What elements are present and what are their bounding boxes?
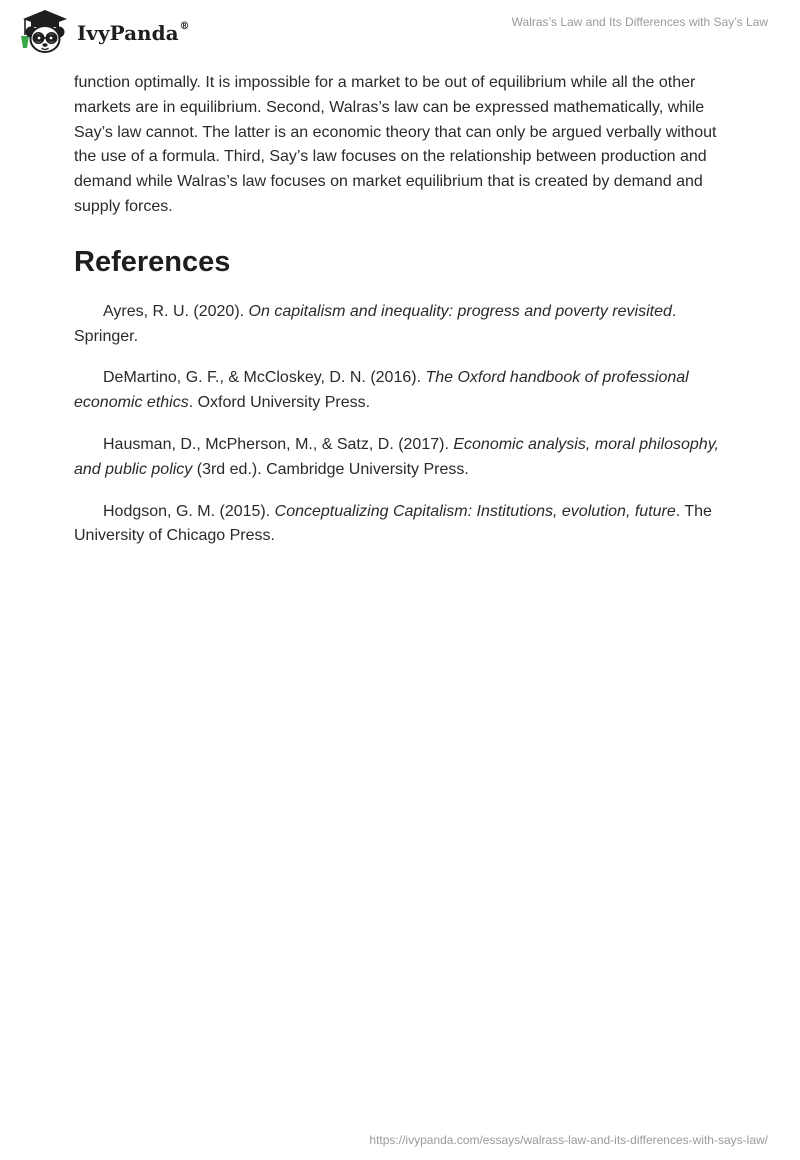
body-paragraph: function optimally. It is impossible for a market to be out of equilibrium while all the other markets are in equilibrium. Second, Walras’s law can be expressed mathematically, while Say’s law cannot. The latter is an economic theory that can only be argued verbally without the use of a formula. Third, Say’s law focuses on the relationship between production and demand while Walras’s law focuses on market equilibrium that is created by demand and supply forces. <box>74 74 717 215</box>
reference-item: Ayres, R. U. (2020). On capitalism and inequality: progress and poverty revisited. Springer. <box>74 302 677 345</box>
reference-title: Conceptualizing Capitalism: Institutions, evolution, future <box>274 502 676 520</box>
references-heading: References <box>74 245 231 278</box>
essay-content <box>74 71 734 566</box>
reference-title: Economic analysis, moral philosophy, and public policy <box>74 435 719 478</box>
reference-title: On capitalism and inequality: progress and poverty revisited <box>248 302 672 320</box>
brand-name: IvyPanda® <box>77 21 190 45</box>
registered-mark: ® <box>179 21 190 33</box>
panda-graduate-icon <box>15 8 75 56</box>
page-header <box>0 0 800 70</box>
source-url-link[interactable]: https://ivypanda.com/essays/walrass-law-and-its-differences-with-says-law/ <box>369 1133 768 1147</box>
references-list <box>74 300 734 549</box>
reference-item: DeMartino, G. F., & McCloskey, D. N. (2016). The Oxford handbook of professional economic ethics. Oxford University Press. <box>74 369 689 412</box>
running-title: Walras’s Law and Its Differences with Say’s Law <box>511 15 768 29</box>
reference-item: Hausman, D., McPherson, M., & Satz, D. (2017). Economic analysis, moral philosophy, and public policy (3rd ed.). Cambridge University Press. <box>74 435 719 478</box>
reference-title: The Oxford handbook of professional economic ethics <box>74 369 689 412</box>
reference-item: Hodgson, G. M. (2015). Conceptualizing Capitalism: Institutions, evolution, future. The University of Chicago Press. <box>74 502 712 545</box>
ivypanda-logo[interactable] <box>15 8 190 56</box>
